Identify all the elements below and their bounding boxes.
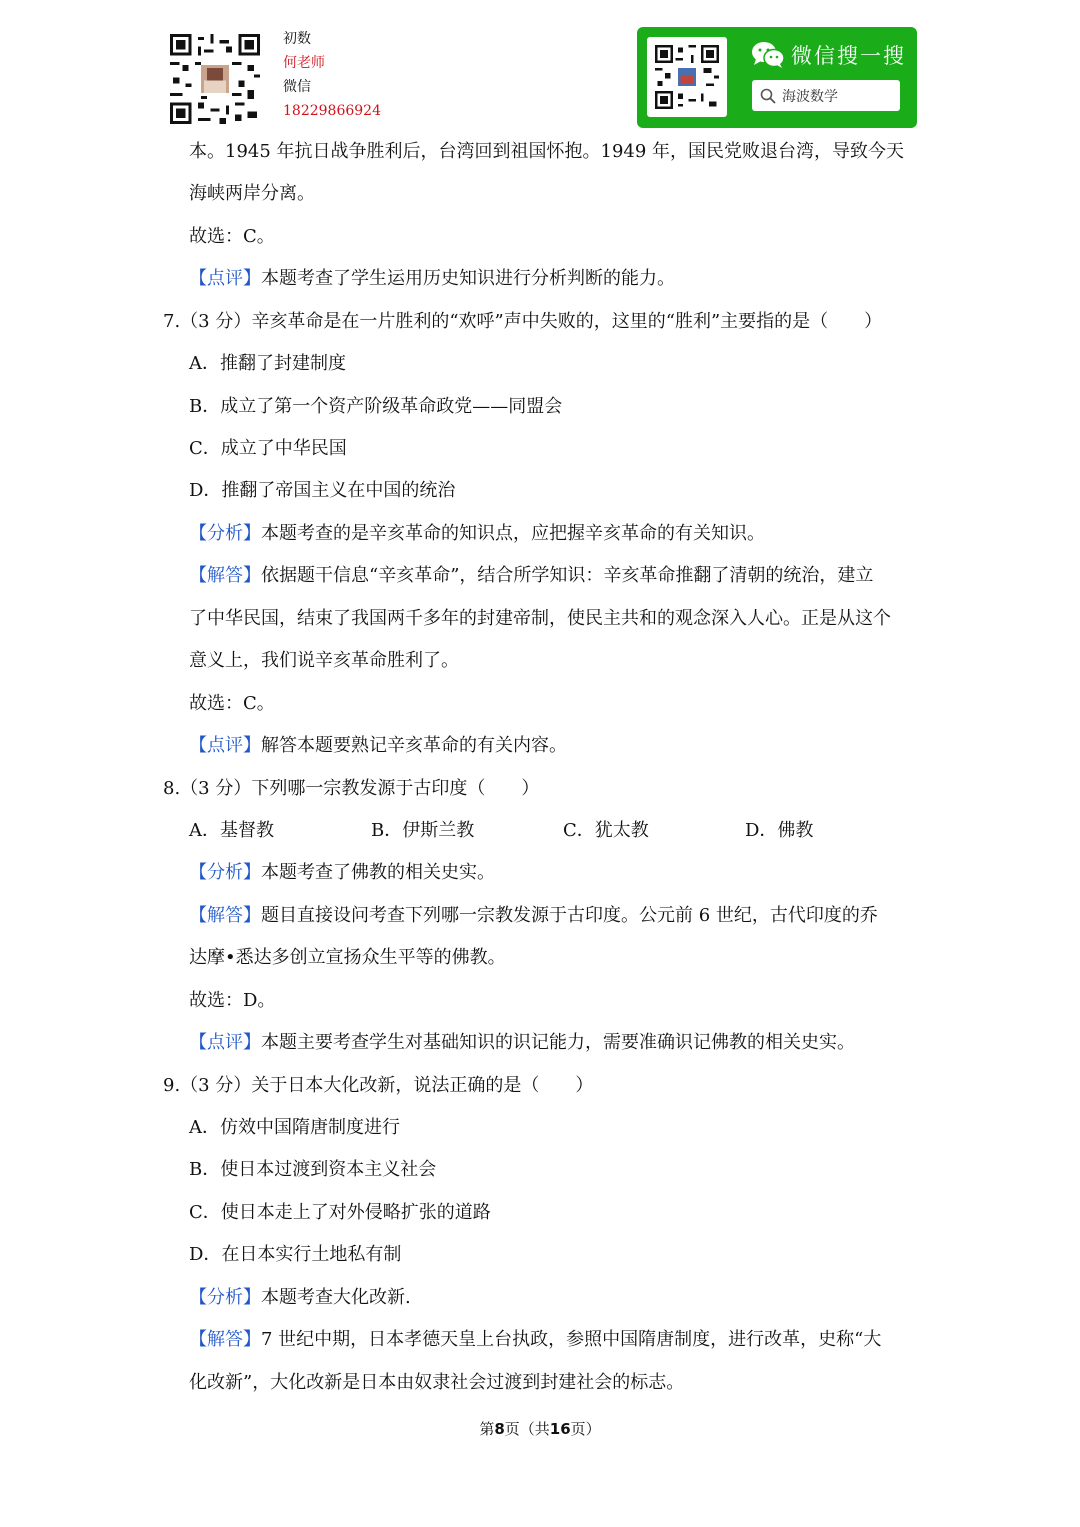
comment-text: 本题考查了学生运用历史知识进行分析判断的能力。: [261, 268, 675, 289]
analysis-tag: 【分析】: [189, 523, 261, 544]
solution-line: 了中华民国，结束了我国两千多年的封建帝制，使民主共和的观念深入人心。正是从这个: [189, 608, 891, 629]
option-c: C．犹太教: [563, 820, 649, 841]
solution-tag: 【解答】: [189, 1329, 261, 1350]
comment-tag: 【点评】: [189, 735, 261, 756]
option-b: B．伊斯兰教: [371, 820, 475, 841]
qr-code-image: [170, 33, 260, 125]
comment-line: [189, 267, 675, 291]
option-c: C．成立了中华民国: [189, 438, 347, 459]
page-number: 8: [494, 1420, 505, 1438]
option-d: D．佛教: [745, 820, 814, 841]
wechat-search-text: 海波数学: [782, 88, 838, 105]
solution-line: [189, 1328, 881, 1352]
comment-line: [189, 1031, 855, 1055]
option-a: A．仿效中国隋唐制度进行: [189, 1117, 400, 1138]
analysis-line: [189, 861, 495, 885]
question-9: 9.（3 分）关于日本大化改新，说法正确的是（ ）: [163, 1075, 594, 1096]
solution-text: 依据题干信息“辛亥革命”，结合所学知识：辛亥革命推翻了清朝的统治，建立: [261, 565, 874, 586]
wechat-title-row: [751, 40, 906, 70]
option-c: C．使日本走上了对外侵略扩张的道路: [189, 1202, 491, 1223]
analysis-text: 本题考查大化改新.: [261, 1287, 411, 1308]
page-total: 16: [549, 1420, 571, 1438]
answer-line: 故选：D。: [189, 990, 276, 1011]
option-b: B．成立了第一个资产阶级革命政党——同盟会: [189, 396, 563, 417]
analysis-text: 本题考查的是辛亥革命的知识点，应把握辛亥革命的有关知识。: [261, 523, 765, 544]
analysis-text: 本题考查了佛教的相关史实。: [261, 862, 495, 883]
text-line: 本。1945 年抗日战争胜利后，台湾回到祖国怀抱。1949 年，国民党败退台湾，导致今天: [189, 141, 905, 162]
footer-prefix: 第: [479, 1420, 495, 1438]
solution-text: 7 世纪中期，日本孝德天皇上台执政，参照中国隋唐制度，进行改革，史称“大: [261, 1329, 882, 1350]
wechat-qr-code-image: [655, 45, 719, 109]
solution-line: [189, 564, 873, 588]
option-d: D．推翻了帝国主义在中国的统治: [189, 480, 456, 501]
option-d: D．在日本实行土地私有制: [189, 1244, 402, 1265]
wechat-title: 微信搜一搜: [791, 44, 906, 68]
option-a: A．基督教: [189, 820, 274, 841]
solution-text: 题目直接设问考查下列哪一宗教发源于古印度。公元前 6 世纪，古代印度的乔: [261, 905, 878, 926]
solution-line: 意义上，我们说辛亥革命胜利了。: [189, 650, 459, 671]
comment-text: 解答本题要熟记辛亥革命的有关内容。: [261, 735, 567, 756]
analysis-tag: 【分析】: [189, 1287, 261, 1308]
comment-line: [189, 734, 567, 758]
option-a: A．推翻了封建制度: [189, 353, 346, 374]
comment-tag: 【点评】: [189, 268, 261, 289]
answer-line: 故选：C。: [189, 226, 275, 247]
question-8: 8.（3 分）下列哪一宗教发源于古印度（ ）: [163, 778, 540, 799]
answer-line: 故选：C。: [189, 693, 275, 714]
wechat-qr-box: [647, 37, 727, 117]
wechat-search-card[interactable]: [637, 27, 917, 128]
solution-tag: 【解答】: [189, 905, 261, 926]
wechat-search-box[interactable]: [752, 80, 900, 111]
footer-suffix: 页）: [570, 1420, 601, 1438]
option-b: B．使日本过渡到资本主义社会: [189, 1159, 437, 1180]
page-footer: [0, 1418, 1080, 1439]
comment-tag: 【点评】: [189, 1032, 261, 1053]
solution-line: [189, 904, 878, 928]
teacher-contact: [283, 27, 381, 123]
solution-tag: 【解答】: [189, 565, 261, 586]
contact-phone: 18229866924: [283, 103, 381, 119]
question-7: 7.（3 分）辛亥革命是在一片胜利的“欢呼”声中失败的，这里的“胜利”主要指的是（ ）: [163, 311, 883, 332]
contact-subject: 初数: [283, 31, 311, 47]
analysis-line: [189, 522, 765, 546]
comment-text: 本题主要考查学生对基础知识的识记能力，需要准确识记佛教的相关史实。: [261, 1032, 855, 1053]
text-line: 海峡两岸分离。: [189, 183, 315, 204]
contact-teacher: 何老师: [283, 55, 325, 71]
wechat-logo-icon: [751, 41, 785, 69]
footer-mid: 页（共: [504, 1420, 550, 1438]
analysis-tag: 【分析】: [189, 862, 261, 883]
solution-line: 达摩•悉达多创立宣扬众生平等的佛教。: [189, 947, 506, 968]
search-icon: [760, 88, 776, 104]
analysis-line: [189, 1286, 411, 1310]
solution-line: 化改新”，大化改新是日本由奴隶社会过渡到封建社会的标志。: [189, 1372, 685, 1393]
contact-wechat-label: 微信: [283, 79, 311, 95]
